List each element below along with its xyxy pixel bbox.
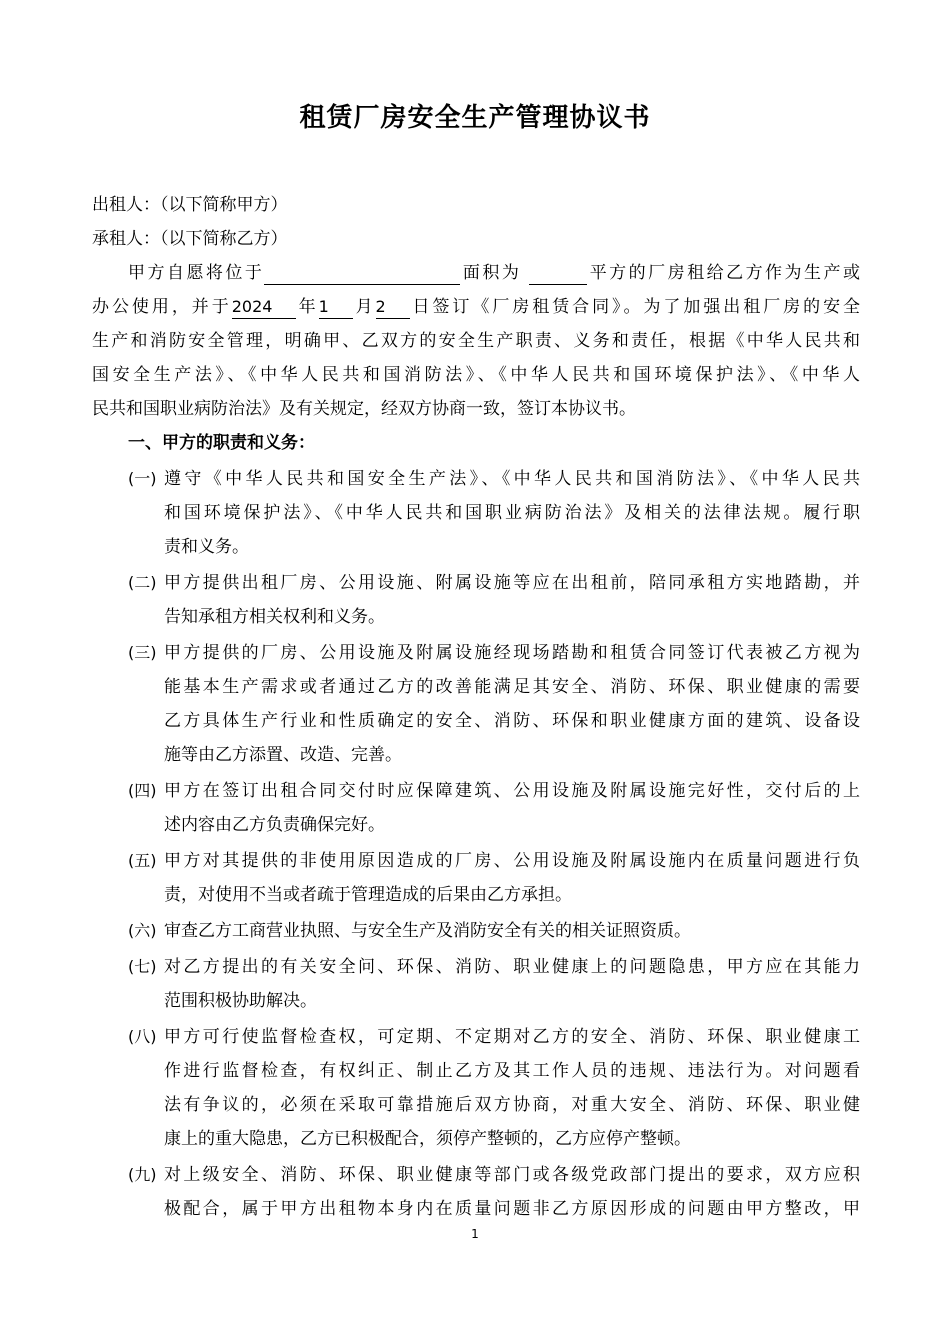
area-blank — [529, 262, 587, 285]
item-line: 对上级安全、消防、环保、职业健康等部门或各级党政部门提出的要求，双方应积 — [164, 1165, 860, 1185]
day-blank: 2 — [376, 296, 410, 319]
month-unit: 月 — [352, 297, 376, 317]
item-line: 甲方在签订出租合同交付时应保障建筑、公用设施及附属设施完好性，交付后的上 — [164, 781, 860, 801]
list-item — [92, 914, 860, 948]
intro-line-3: 生产和消防安全管理，明确甲、乙双方的安全生产职责、义务和责任，根据《中华人民共和 — [92, 331, 860, 351]
list-item — [92, 636, 860, 772]
list-item — [92, 950, 860, 1018]
item-number: (六) — [128, 921, 157, 940]
item-line: 对乙方提出的有关安全问、环保、消防、职业健康上的问题隐患，甲方应在其能力 — [164, 957, 860, 977]
page-number: 1 — [471, 1227, 479, 1241]
document-title: 租赁厂房安全生产管理协议书 — [299, 103, 651, 133]
item-line: 和国环境保护法》、《中华人民共和国职业病防治法》及相关的法律法规。履行职 — [164, 503, 860, 523]
item-line: 极配合，属于甲方出租物本身内在质量问题非乙方原因形成的问题由甲方整改，甲 — [164, 1199, 860, 1219]
list-item — [92, 774, 860, 842]
item-line: 遵守《中华人民共和国安全生产法》、《中华人民共和国消防法》、《中华人民共 — [164, 469, 860, 489]
item-line: 范围积极协助解决。 — [164, 991, 317, 1011]
intro-text: 甲方自愿将位于 — [128, 263, 265, 283]
list-item — [92, 1020, 860, 1156]
item-line: 甲方可行使监督检查权，可定期、不定期对乙方的安全、消防、环保、职业健康工 — [164, 1027, 860, 1047]
intro-text: 日签订《厂房租赁合同》。为了加强出租厂房的安全 — [409, 297, 861, 317]
item-line: 述内容由乙方负责确保完好。 — [164, 815, 385, 835]
item-line: 作进行监督检查，有权纠正、制止乙方及其工作人员的违规、违法行为。对问题看 — [164, 1061, 860, 1081]
item-line: 康上的重大隐患，乙方已积极配合，须停产整顿的，乙方应停产整顿。 — [164, 1129, 691, 1149]
item-number: (八) — [128, 1027, 157, 1046]
intro-text: 平方的厂房租给乙方作为生产或 — [587, 263, 860, 283]
item-line: 甲方提供出租厂房、公用设施、附属设施等应在出租前，陪同承租方实地踏勘，并 — [164, 573, 860, 593]
lessee-line: 承租人：（以下简称乙方） — [92, 229, 288, 249]
item-line: 甲方提供的厂房、公用设施及附属设施经现场踏勘和租赁合同签订代表被乙方视为 — [164, 643, 860, 663]
item-line: 责和义务。 — [164, 537, 249, 557]
intro-text: 办公使用，并于 — [92, 297, 232, 317]
item-number: (五) — [128, 851, 157, 870]
item-number: (二) — [128, 573, 157, 592]
year-blank: 2024 — [232, 296, 296, 319]
item-number: (三) — [128, 643, 157, 662]
item-line: 乙方具体生产行业和性质确定的安全、消防、环保和职业健康方面的建筑、设备设 — [164, 711, 860, 731]
item-number: (七) — [128, 957, 157, 976]
item-number: (四) — [128, 781, 157, 800]
list-item — [92, 566, 860, 634]
intro-line-2 — [92, 290, 860, 324]
list-item — [92, 1158, 860, 1226]
month-blank: 1 — [319, 296, 353, 319]
item-line: 审查乙方工商营业执照、与安全生产及消防安全有关的相关证照资质。 — [164, 921, 691, 941]
intro-line-4: 国安全生产法》、《中华人民共和国消防法》、《中华人民共和国环境保护法》、《中华人 — [92, 365, 860, 385]
document-body — [92, 188, 860, 1226]
item-line: 甲方对其提供的非使用原因造成的厂房、公用设施及附属设施内在质量问题进行负 — [164, 851, 860, 871]
year-unit: 年 — [295, 297, 319, 317]
intro-text: 面积为 — [460, 263, 522, 283]
location-blank — [264, 262, 460, 285]
intro-line-5: 民共和国职业病防治法》及有关规定，经双方协商一致，签订本协议书。 — [92, 399, 636, 419]
item-line: 告知承租方相关权利和义务。 — [164, 607, 385, 627]
list-item — [92, 462, 860, 564]
item-line: 施等由乙方添置、改造、完善。 — [164, 745, 402, 765]
item-number: (九) — [128, 1165, 157, 1184]
list-item — [92, 844, 860, 912]
item-line: 责，对使用不当或者疏于管理造成的后果由乙方承担。 — [164, 885, 572, 905]
section-heading: 一、甲方的职责和义务： — [128, 433, 315, 453]
item-line: 法有争议的，必须在采取可靠措施后双方协商，对重大安全、消防、环保、职业健 — [164, 1095, 860, 1115]
item-line: 能基本生产需求或者通过乙方的改善能满足其安全、消防、环保、职业健康的需要 — [164, 677, 860, 697]
item-number: (一) — [128, 469, 157, 488]
lessor-line: 出租人：（以下简称甲方） — [92, 195, 288, 215]
intro-line-1 — [92, 256, 860, 290]
